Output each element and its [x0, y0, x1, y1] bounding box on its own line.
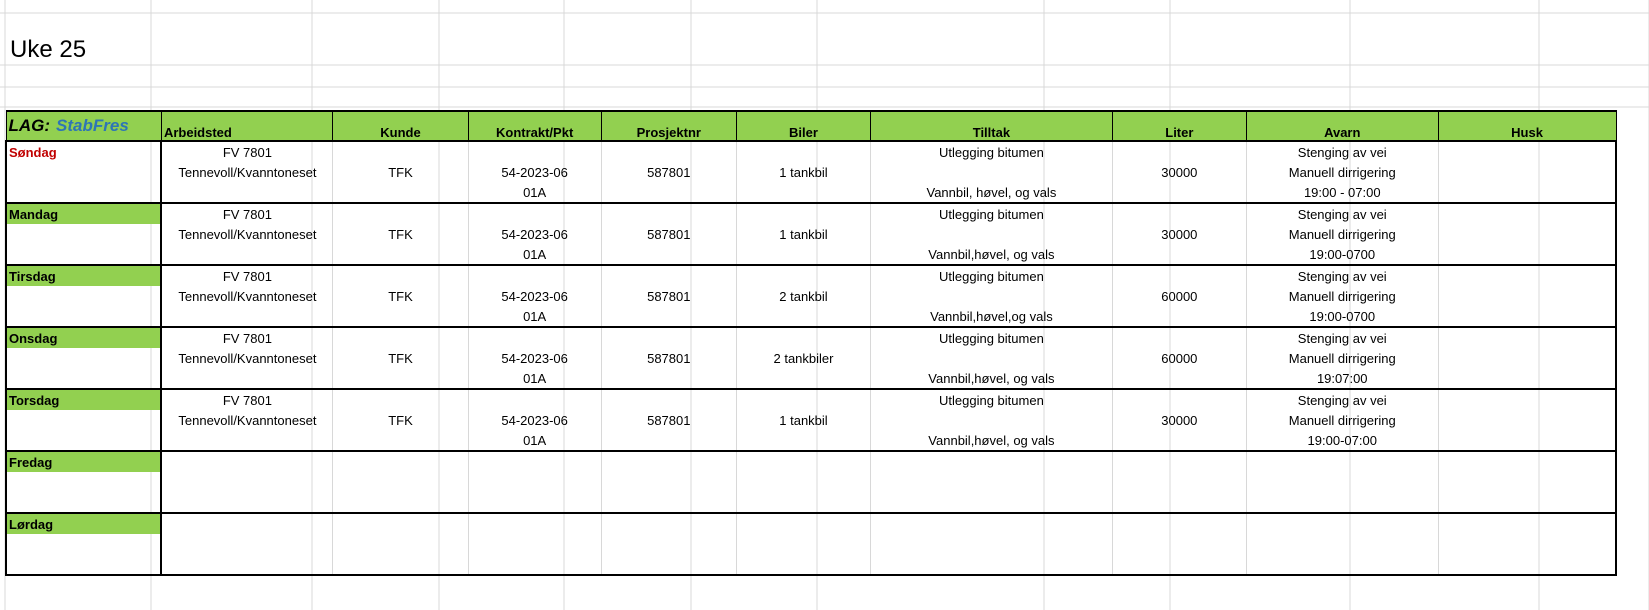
cell-avarn[interactable]: Manuell dirrigering: [1246, 162, 1438, 182]
cell-husk[interactable]: [1438, 348, 1616, 368]
cell-tilltak[interactable]: [871, 348, 1113, 368]
cell-husk[interactable]: [1438, 472, 1616, 492]
cell-husk[interactable]: [1438, 389, 1616, 410]
cell-avarn[interactable]: [1246, 492, 1438, 513]
cell-husk[interactable]: [1438, 203, 1616, 224]
cell-kontrakt[interactable]: 54-2023-06: [468, 348, 601, 368]
cell-arbeidsted[interactable]: [161, 244, 332, 265]
cell-biler[interactable]: [736, 368, 870, 389]
cell-husk[interactable]: [1438, 327, 1616, 348]
cell-prosjektnr[interactable]: [601, 265, 736, 286]
cell-kontrakt[interactable]: [468, 554, 601, 575]
cell-husk[interactable]: [1438, 162, 1616, 182]
cell-husk[interactable]: [1438, 141, 1616, 162]
day-label[interactable]: Fredag: [6, 451, 161, 472]
cell-kontrakt[interactable]: 01A: [468, 306, 601, 327]
table-row: [6, 554, 1616, 575]
day-cell-empty[interactable]: [6, 430, 161, 451]
cell-tilltak[interactable]: [871, 554, 1113, 575]
cell-prosjektnr[interactable]: 587801: [601, 162, 736, 182]
cell-kunde[interactable]: [333, 306, 468, 327]
cell-biler[interactable]: [736, 472, 870, 492]
cell-arbeidsted[interactable]: [161, 306, 332, 327]
cell-liter[interactable]: [1112, 451, 1246, 472]
cell-avarn[interactable]: Manuell dirrigering: [1246, 286, 1438, 306]
cell-kontrakt[interactable]: 01A: [468, 182, 601, 203]
table-row: [6, 327, 1616, 348]
day-cell-empty[interactable]: [6, 534, 161, 554]
table-row: [6, 244, 1616, 265]
cell-liter[interactable]: [1112, 554, 1246, 575]
day-cell-empty[interactable]: [6, 492, 161, 513]
day-cell-empty[interactable]: [6, 224, 161, 244]
cell-biler[interactable]: 1 tankbil: [736, 410, 870, 430]
cell-avarn[interactable]: Stenging av vei: [1246, 141, 1438, 162]
cell-kunde[interactable]: [333, 451, 468, 472]
header-biler[interactable]: Biler: [736, 111, 870, 141]
cell-biler[interactable]: [736, 182, 870, 203]
cell-kunde[interactable]: TFK: [333, 162, 468, 182]
cell-liter[interactable]: [1112, 389, 1246, 410]
cell-avarn[interactable]: [1246, 472, 1438, 492]
schedule-table: [5, 110, 1617, 576]
cell-kunde[interactable]: [333, 472, 468, 492]
cell-biler[interactable]: [736, 534, 870, 554]
cell-liter[interactable]: [1112, 203, 1246, 224]
cell-kontrakt[interactable]: 54-2023-06: [468, 410, 601, 430]
cell-prosjektnr[interactable]: [601, 534, 736, 554]
cell-arbeidsted[interactable]: Tennevoll/Kvanntoneset: [161, 410, 332, 430]
cell-husk[interactable]: [1438, 265, 1616, 286]
cell-avarn[interactable]: 19:00-0700: [1246, 244, 1438, 265]
day-label[interactable]: Tirsdag: [6, 265, 161, 286]
sheet-title: Uke 25: [10, 36, 87, 63]
cell-tilltak[interactable]: Vannbil, høvel, og vals: [871, 182, 1113, 203]
cell-tilltak[interactable]: [871, 224, 1113, 244]
cell-kunde[interactable]: [333, 554, 468, 575]
cell-tilltak[interactable]: [871, 492, 1113, 513]
cell-husk[interactable]: [1438, 224, 1616, 244]
cell-husk[interactable]: [1438, 534, 1616, 554]
cell-arbeidsted[interactable]: Tennevoll/Kvanntoneset: [161, 224, 332, 244]
header-row: [6, 111, 1616, 141]
cell-avarn[interactable]: Stenging av vei: [1246, 265, 1438, 286]
cell-arbeidsted[interactable]: FV 7801: [161, 141, 332, 162]
cell-tilltak[interactable]: [871, 286, 1113, 306]
cell-kunde[interactable]: [333, 389, 468, 410]
cell-kontrakt[interactable]: [468, 451, 601, 472]
cell-kontrakt[interactable]: [468, 492, 601, 513]
cell-prosjektnr[interactable]: 587801: [601, 410, 736, 430]
cell-biler[interactable]: [736, 554, 870, 575]
day-cell-empty[interactable]: [6, 182, 161, 203]
cell-liter[interactable]: 30000: [1112, 224, 1246, 244]
table-row: [6, 348, 1616, 368]
cell-prosjektnr[interactable]: [601, 306, 736, 327]
cell-biler[interactable]: [736, 244, 870, 265]
table-row: [6, 306, 1616, 327]
cell-biler[interactable]: 2 tankbiler: [736, 348, 870, 368]
cell-tilltak[interactable]: [871, 513, 1113, 534]
cell-prosjektnr[interactable]: [601, 368, 736, 389]
day-cell-empty[interactable]: [6, 306, 161, 327]
day-cell-empty[interactable]: [6, 472, 161, 492]
cell-arbeidsted[interactable]: [161, 368, 332, 389]
cell-avarn[interactable]: Manuell dirrigering: [1246, 410, 1438, 430]
cell-liter[interactable]: 30000: [1112, 410, 1246, 430]
cell-kunde[interactable]: [333, 244, 468, 265]
cell-kunde[interactable]: [333, 265, 468, 286]
cell-biler[interactable]: [736, 327, 870, 348]
cell-arbeidsted[interactable]: [161, 554, 332, 575]
cell-prosjektnr[interactable]: [601, 492, 736, 513]
table-row: [6, 472, 1616, 492]
cell-kunde[interactable]: TFK: [333, 348, 468, 368]
cell-tilltak[interactable]: Utlegging bitumen: [871, 389, 1113, 410]
header-arbeidsted[interactable]: Arbeidsted: [161, 111, 332, 141]
cell-arbeidsted[interactable]: [161, 472, 332, 492]
day-cell-empty[interactable]: [6, 244, 161, 265]
table-row: [6, 203, 1616, 224]
cell-husk[interactable]: [1438, 410, 1616, 430]
cell-prosjektnr[interactable]: [601, 244, 736, 265]
cell-kontrakt[interactable]: 54-2023-06: [468, 286, 601, 306]
cell-prosjektnr[interactable]: [601, 141, 736, 162]
header-avarn[interactable]: Avarn: [1246, 111, 1438, 141]
cell-avarn[interactable]: [1246, 451, 1438, 472]
cell-biler[interactable]: [736, 265, 870, 286]
day-cell-empty[interactable]: [6, 162, 161, 182]
cell-biler[interactable]: [736, 389, 870, 410]
cell-husk[interactable]: [1438, 244, 1616, 265]
team-label: LAG:: [8, 116, 51, 135]
cell-liter[interactable]: 60000: [1112, 348, 1246, 368]
table-row: [6, 389, 1616, 410]
cell-biler[interactable]: [736, 492, 870, 513]
cell-kunde[interactable]: [333, 141, 468, 162]
cell-husk[interactable]: [1438, 554, 1616, 575]
cell-kontrakt[interactable]: [468, 141, 601, 162]
cell-tilltak[interactable]: [871, 472, 1113, 492]
cell-avarn[interactable]: Manuell dirrigering: [1246, 348, 1438, 368]
cell-liter[interactable]: [1112, 513, 1246, 534]
cell-prosjektnr[interactable]: [601, 513, 736, 534]
cell-kunde[interactable]: TFK: [333, 410, 468, 430]
cell-biler[interactable]: [736, 141, 870, 162]
cell-arbeidsted[interactable]: [161, 182, 332, 203]
cell-husk[interactable]: [1438, 368, 1616, 389]
cell-avarn[interactable]: 19:07:00: [1246, 368, 1438, 389]
cell-kunde[interactable]: [333, 430, 468, 451]
cell-kunde[interactable]: [333, 534, 468, 554]
cell-avarn[interactable]: 19:00-07:00: [1246, 430, 1438, 451]
cell-tilltak[interactable]: Utlegging bitumen: [871, 327, 1113, 348]
cell-biler[interactable]: [736, 203, 870, 224]
cell-arbeidsted[interactable]: Tennevoll/Kvanntoneset: [161, 286, 332, 306]
cell-kunde[interactable]: [333, 182, 468, 203]
cell-liter[interactable]: [1112, 265, 1246, 286]
cell-prosjektnr[interactable]: [601, 554, 736, 575]
cell-avarn[interactable]: [1246, 554, 1438, 575]
cell-avarn[interactable]: Manuell dirrigering: [1246, 224, 1438, 244]
cell-kontrakt[interactable]: [468, 203, 601, 224]
cell-kontrakt[interactable]: [468, 472, 601, 492]
cell-kontrakt[interactable]: [468, 327, 601, 348]
cell-liter[interactable]: 60000: [1112, 286, 1246, 306]
table-row: [6, 492, 1616, 513]
cell-kunde[interactable]: [333, 327, 468, 348]
cell-prosjektnr[interactable]: [601, 430, 736, 451]
table-row: [6, 224, 1616, 244]
cell-liter[interactable]: 30000: [1112, 162, 1246, 182]
cell-avarn[interactable]: [1246, 513, 1438, 534]
cell-kontrakt[interactable]: 01A: [468, 244, 601, 265]
day-cell-empty[interactable]: [6, 410, 161, 430]
cell-prosjektnr[interactable]: [601, 451, 736, 472]
cell-tilltak[interactable]: Utlegging bitumen: [871, 265, 1113, 286]
cell-kunde[interactable]: [333, 203, 468, 224]
cell-prosjektnr[interactable]: [601, 182, 736, 203]
cell-arbeidsted[interactable]: FV 7801: [161, 203, 332, 224]
table-row: [6, 430, 1616, 451]
cell-prosjektnr[interactable]: [601, 389, 736, 410]
table-row: [6, 265, 1616, 286]
cell-tilltak[interactable]: [871, 451, 1113, 472]
day-cell-empty[interactable]: [6, 286, 161, 306]
cell-biler[interactable]: [736, 430, 870, 451]
cell-husk[interactable]: [1438, 492, 1616, 513]
header-prosjektnr[interactable]: Prosjektnr: [601, 111, 736, 141]
cell-tilltak[interactable]: Vannbil,høvel, og vals: [871, 244, 1113, 265]
header-tilltak[interactable]: Tilltak: [871, 111, 1113, 141]
cell-avarn[interactable]: Stenging av vei: [1246, 389, 1438, 410]
cell-husk[interactable]: [1438, 451, 1616, 472]
day-cell-empty[interactable]: [6, 554, 161, 575]
table-row: [6, 141, 1616, 162]
cell-kontrakt[interactable]: 01A: [468, 430, 601, 451]
cell-arbeidsted[interactable]: Tennevoll/Kvanntoneset: [161, 348, 332, 368]
header-kontrakt[interactable]: Kontrakt/Pkt: [468, 111, 601, 141]
day-label[interactable]: Mandag: [6, 203, 161, 224]
cell-kontrakt[interactable]: [468, 265, 601, 286]
cell-prosjektnr[interactable]: 587801: [601, 348, 736, 368]
table-row: [6, 513, 1616, 534]
cell-tilltak[interactable]: Vannbil,høvel, og vals: [871, 430, 1113, 451]
cell-tilltak[interactable]: [871, 410, 1113, 430]
cell-liter[interactable]: [1112, 534, 1246, 554]
header-husk[interactable]: Husk: [1438, 111, 1616, 141]
cell-liter[interactable]: [1112, 430, 1246, 451]
team-name: StabFres: [56, 116, 129, 135]
cell-avarn[interactable]: Stenging av vei: [1246, 327, 1438, 348]
table-row: [6, 368, 1616, 389]
cell-kunde[interactable]: [333, 368, 468, 389]
table-row: [6, 162, 1616, 182]
cell-tilltak[interactable]: Utlegging bitumen: [871, 141, 1113, 162]
cell-kontrakt[interactable]: [468, 389, 601, 410]
cell-arbeidsted[interactable]: [161, 492, 332, 513]
team-header[interactable]: [6, 111, 161, 141]
cell-biler[interactable]: [736, 451, 870, 472]
cell-husk[interactable]: [1438, 286, 1616, 306]
day-cell-empty[interactable]: [6, 368, 161, 389]
cell-arbeidsted[interactable]: [161, 430, 332, 451]
cell-liter[interactable]: [1112, 327, 1246, 348]
cell-liter[interactable]: [1112, 244, 1246, 265]
cell-kontrakt[interactable]: 01A: [468, 368, 601, 389]
cell-liter[interactable]: [1112, 306, 1246, 327]
cell-biler[interactable]: 1 tankbil: [736, 162, 870, 182]
cell-biler[interactable]: [736, 306, 870, 327]
cell-kontrakt[interactable]: [468, 513, 601, 534]
cell-avarn[interactable]: 19:00 - 07:00: [1246, 182, 1438, 203]
cell-arbeidsted[interactable]: FV 7801: [161, 327, 332, 348]
cell-prosjektnr[interactable]: [601, 327, 736, 348]
cell-liter[interactable]: [1112, 368, 1246, 389]
cell-arbeidsted[interactable]: [161, 451, 332, 472]
cell-avarn[interactable]: 19:00-0700: [1246, 306, 1438, 327]
cell-biler[interactable]: 1 tankbil: [736, 224, 870, 244]
cell-arbeidsted[interactable]: FV 7801: [161, 389, 332, 410]
cell-arbeidsted[interactable]: Tennevoll/Kvanntoneset: [161, 162, 332, 182]
cell-kontrakt[interactable]: 54-2023-06: [468, 224, 601, 244]
cell-liter[interactable]: [1112, 141, 1246, 162]
cell-liter[interactable]: [1112, 472, 1246, 492]
cell-avarn[interactable]: [1246, 534, 1438, 554]
cell-prosjektnr[interactable]: 587801: [601, 286, 736, 306]
day-label[interactable]: Lørdag: [6, 513, 161, 534]
header-liter[interactable]: Liter: [1112, 111, 1246, 141]
table-row: [6, 534, 1616, 554]
table-row: [6, 182, 1616, 203]
schedule-body: [6, 141, 1616, 575]
cell-kunde[interactable]: [333, 513, 468, 534]
cell-liter[interactable]: [1112, 492, 1246, 513]
cell-prosjektnr[interactable]: 587801: [601, 224, 736, 244]
header-kunde[interactable]: Kunde: [333, 111, 468, 141]
cell-husk[interactable]: [1438, 306, 1616, 327]
cell-kontrakt[interactable]: [468, 534, 601, 554]
cell-husk[interactable]: [1438, 430, 1616, 451]
cell-arbeidsted[interactable]: [161, 513, 332, 534]
cell-kunde[interactable]: TFK: [333, 224, 468, 244]
cell-tilltak[interactable]: [871, 162, 1113, 182]
cell-prosjektnr[interactable]: [601, 203, 736, 224]
cell-prosjektnr[interactable]: [601, 472, 736, 492]
cell-tilltak[interactable]: Vannbil,høvel, og vals: [871, 368, 1113, 389]
table-row: [6, 286, 1616, 306]
cell-tilltak[interactable]: Vannbil,høvel,og vals: [871, 306, 1113, 327]
cell-biler[interactable]: [736, 513, 870, 534]
cell-liter[interactable]: [1112, 182, 1246, 203]
table-row: [6, 451, 1616, 472]
day-label[interactable]: Torsdag: [6, 389, 161, 410]
cell-kunde[interactable]: [333, 492, 468, 513]
day-cell-empty[interactable]: [6, 348, 161, 368]
table-row: [6, 410, 1616, 430]
cell-kunde[interactable]: TFK: [333, 286, 468, 306]
day-label[interactable]: Søndag: [6, 141, 161, 162]
cell-arbeidsted[interactable]: [161, 534, 332, 554]
cell-husk[interactable]: [1438, 182, 1616, 203]
cell-husk[interactable]: [1438, 513, 1616, 534]
cell-kontrakt[interactable]: 54-2023-06: [468, 162, 601, 182]
day-label[interactable]: Onsdag: [6, 327, 161, 348]
cell-avarn[interactable]: Stenging av vei: [1246, 203, 1438, 224]
cell-arbeidsted[interactable]: FV 7801: [161, 265, 332, 286]
cell-tilltak[interactable]: Utlegging bitumen: [871, 203, 1113, 224]
cell-tilltak[interactable]: [871, 534, 1113, 554]
cell-biler[interactable]: 2 tankbil: [736, 286, 870, 306]
